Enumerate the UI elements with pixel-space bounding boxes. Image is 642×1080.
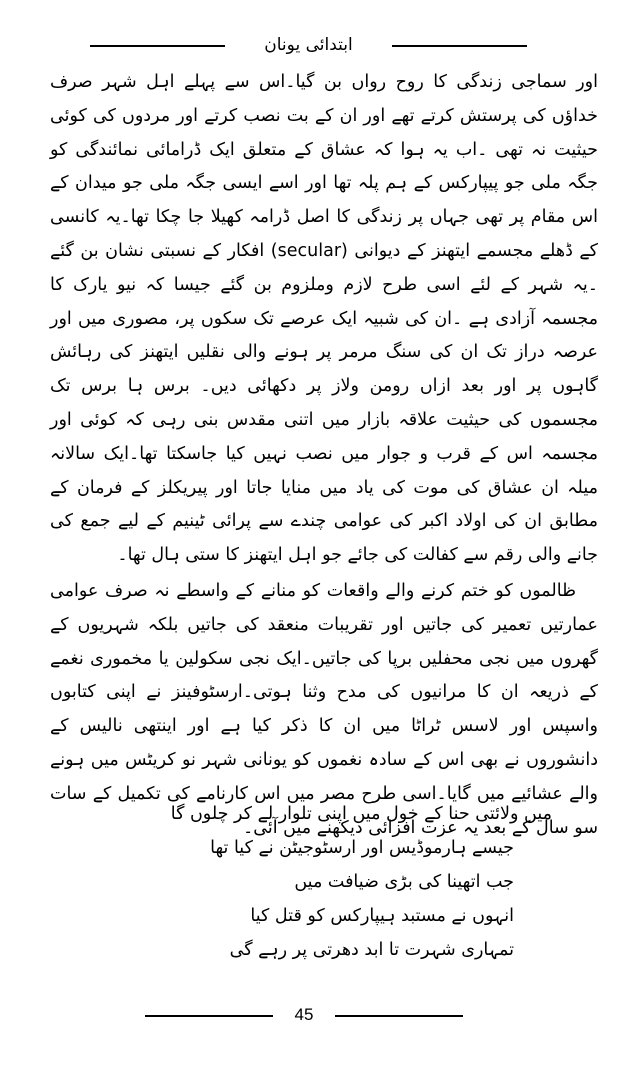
running-header xyxy=(0,28,642,62)
header-rule-right xyxy=(392,45,527,47)
poem-line-3: جب اتھینا کی بڑی ضیافت میں xyxy=(294,872,514,892)
poem-verse xyxy=(170,797,552,967)
body-text xyxy=(50,66,598,845)
poem-line-1: میں ولائتی حنا کے خول میں اپنی تلوار لے کر چلوں گا xyxy=(170,804,552,824)
header-rule-left xyxy=(90,45,225,47)
poem-line-2: جیسے ہارموڈیس اور ارسٹوجیٹن نے کیا تھا xyxy=(210,838,514,858)
paragraph-2: ظالموں کو ختم کرنے والے واقعات کو منانے کے واسطے نہ صرف عوامی عمارتیں تعمیر کی جاتیں اور تقریبات منعقد کی جاتیں بلکہ شہریوں کے گھروں میں نجی محفلیں برپا کی جاتیں۔ایک نجی سکولین یا مخموری نغمے کے ذریعہ ان کا مرانیوں کی مدح وثنا ہوتی۔ارسٹوفینز نے اپنی کتابوں واسپس اور لاسس ٹراٹا میں ان کا ذکر کیا ہے اور اینتھی نالیس کے دانشوروں نے بھی اس کے سادہ نغموں کو یونانی شہر نو کریٹس میں ہونے والے عشائیے میں گایا۔اسی طرح مصر میں اس کارنامے کی تکمیل کے سات سو سال کے بعد یہ عزت افزائی دیکھنے میں آئی۔ xyxy=(50,580,598,838)
page-number: 45 xyxy=(294,1005,314,1024)
page-footer xyxy=(0,1000,642,1030)
footer-rule-left xyxy=(145,1015,273,1017)
paragraph-1: اور سماجی زندگی کا روح رواں بن گیا۔اس سے پہلے اہل شہر صرف خداؤں کی پرستش کرتے تھے اور ان کے بت نصب کرتے اور مردوں کی کوئی حیثیت نہ تھی ۔اب یہ ہوا کہ عشاق کے متعلق ایک ڈرامائی نمائندگی کو جگہ ملی جو پیپارکس کے ہم پلہ تھا اور اسے ایسی جگہ ملی جو میدان کے اس مقام پر تھی جہاں پر زندگی کا اصل ڈرامہ کھیلا جا چکا تھا۔یہ کانسی کے ڈھلے مجسمے ایتھنز کے دیوانی (secular) افکار کے نسبتی نشان بن گئے ۔یہ شہر کے لئے اسی طرح لازم وملزوم بن گئے جیسا کہ نیو یارک کا مجسمہ آزادی ہے ۔ان کی شبیہ ایک عرصے تک سکوں پر، مصوری میں اور عرصہ دراز تک ان کی سنگ مرمر پر ہونے والی نقلیں ایتھنز کی رہائش گاہوں پر اور بعد ازاں رومن ولاز پر دکھائی دیں۔ برس ہا برس تک مجسموں کی حیثیت علاقہ بازار میں اتنی مقدس بنی رہی کہ کوئی اور مجسمہ اس کے قرب و جوار میں نصب نہیں کیا جاسکتا تھا۔ایک سالانہ میلہ ان عشاق کی موت کی یاد میں منایا جاتا اور پیریکلز کے فرمان کے مطابق ان کی اولاد اکبر کی عوامی چندے سے پرائی ٹینیم کے لیے جمع کی جانے والی رقم سے کفالت کی جائے جو اہل ایتھنز کا ستی ہال تھا۔ xyxy=(50,72,598,566)
footer-rule-right xyxy=(335,1015,463,1017)
running-header-title: ابتدائی یونان xyxy=(264,35,353,55)
poem-line-5: تمہاری شہرت تا ابد دھرتی پر رہے گی xyxy=(229,940,514,960)
poem-line-4: انہوں نے مستبد ہیپارکس کو قتل کیا xyxy=(250,906,514,926)
